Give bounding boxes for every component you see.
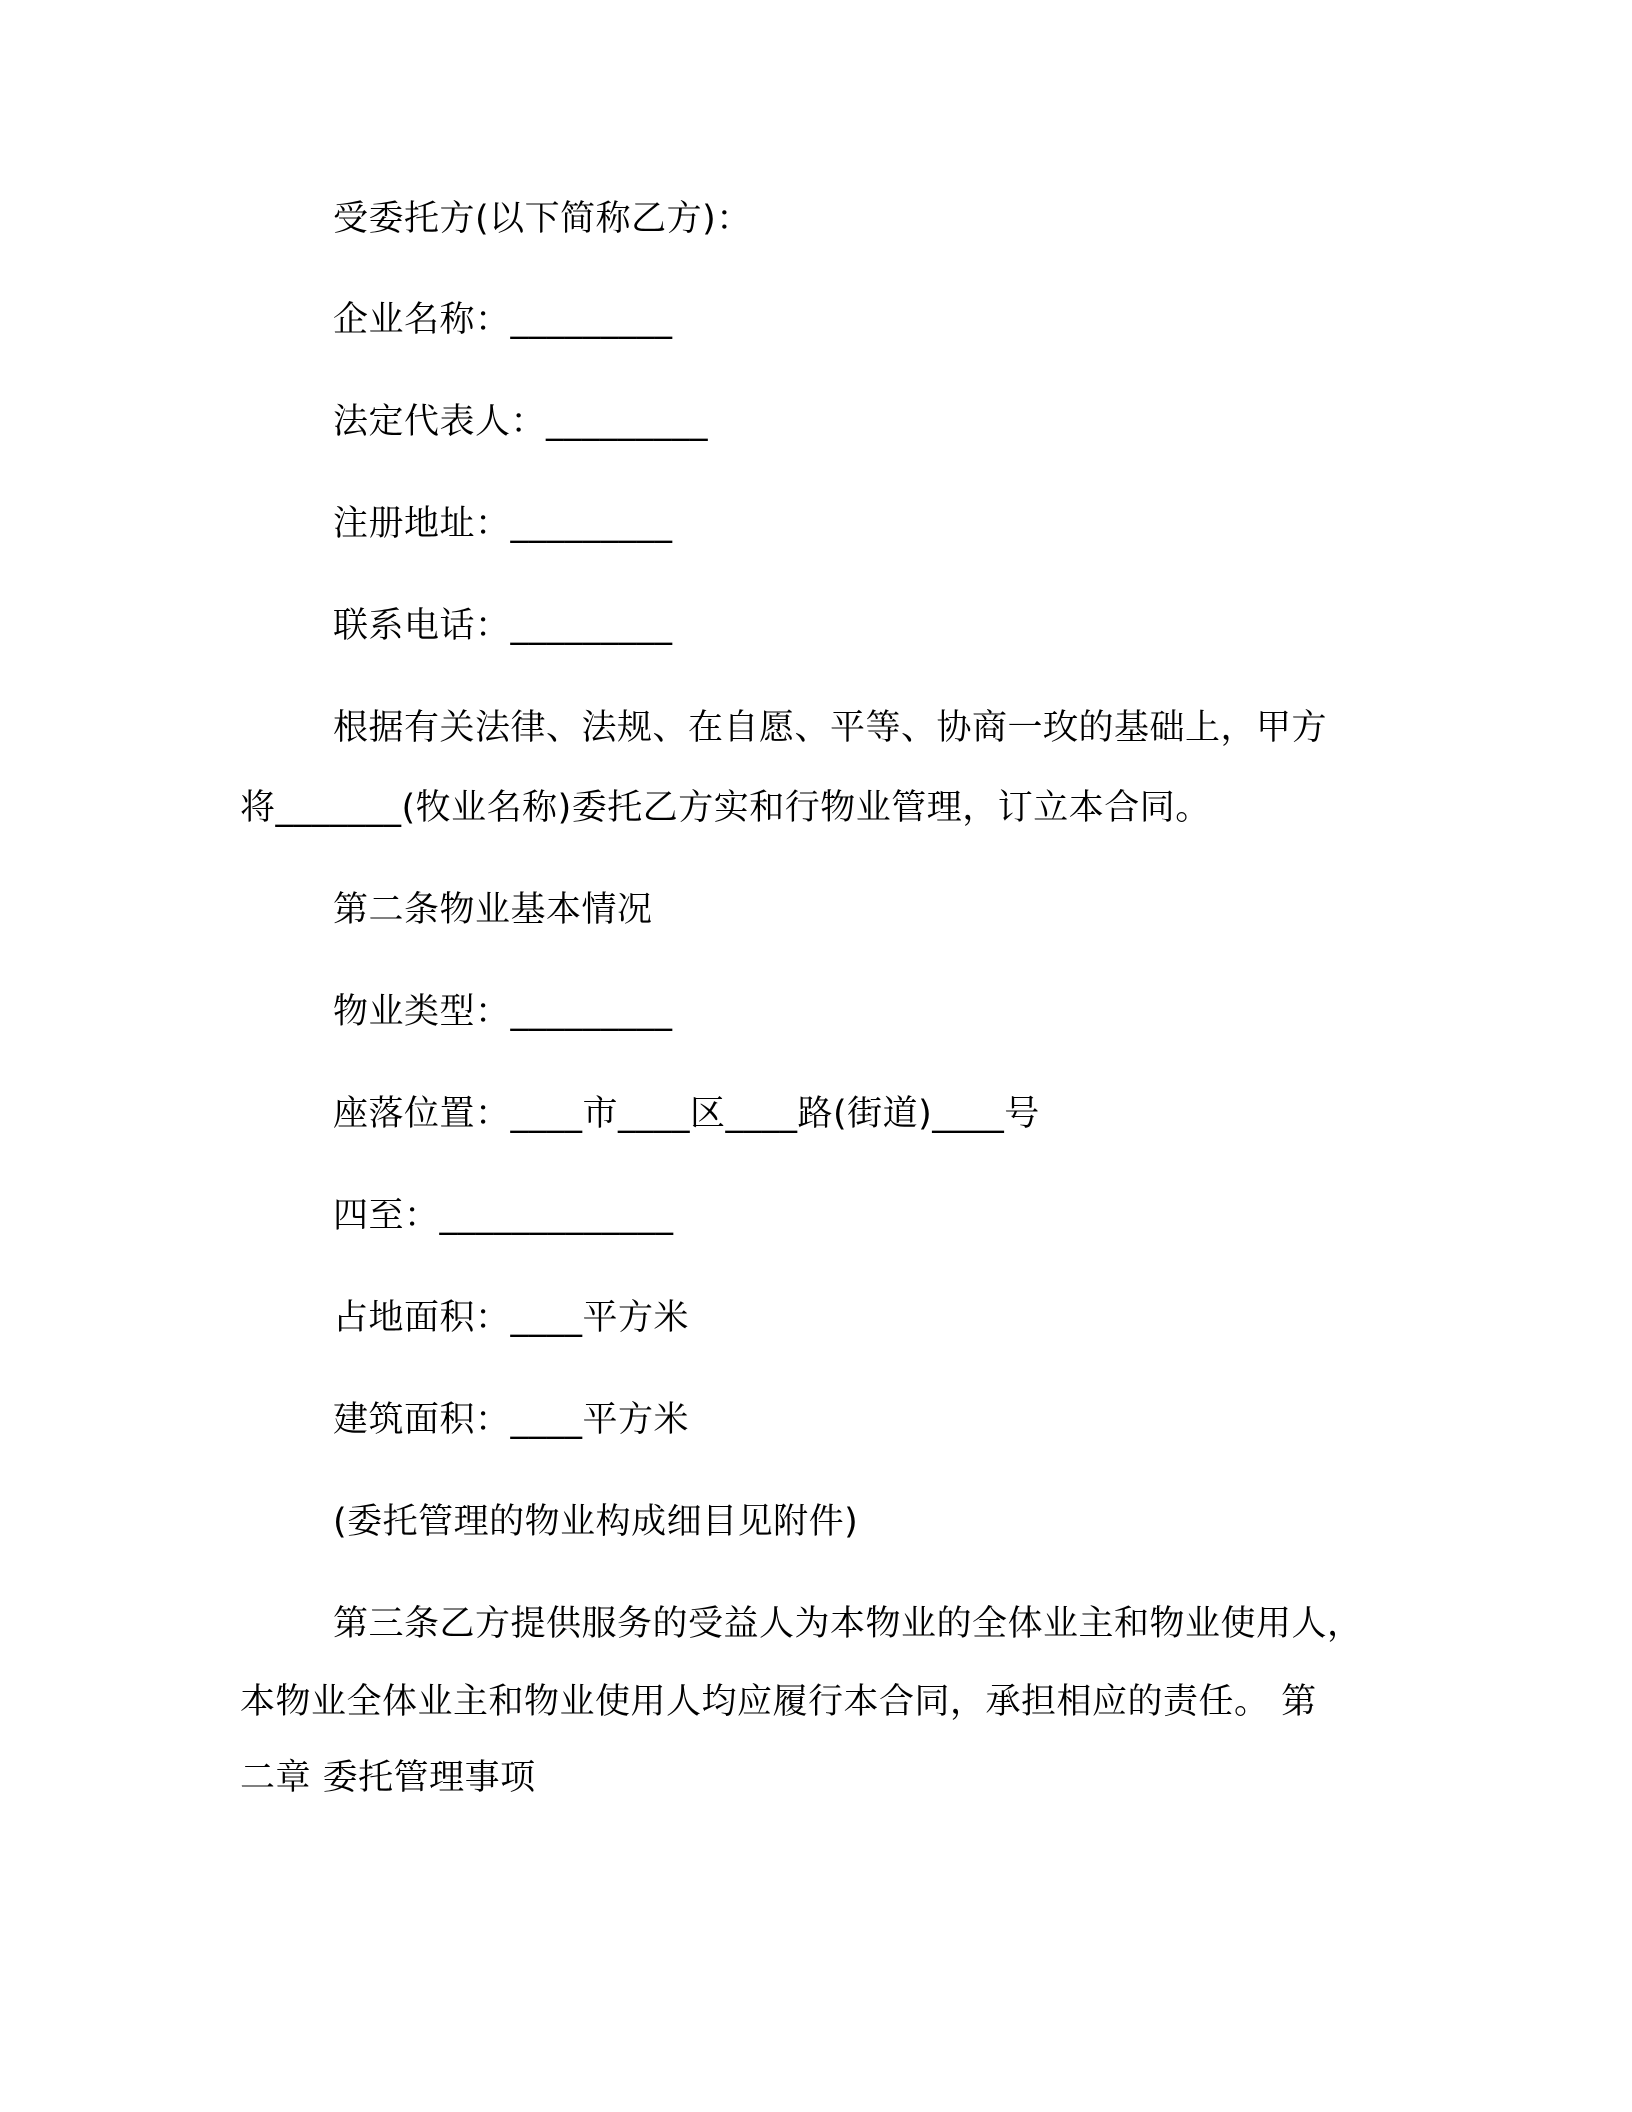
legal-representative-field: 法定代表人：_________	[333, 402, 709, 442]
article-3-line-2: 本物业全体业主和物业使用人均应履行本合同，承担相应的责任。 第	[240, 1682, 1317, 1722]
land-area-field: 占地面积：____平方米	[333, 1298, 690, 1338]
boundaries-field: 四至：_____________	[333, 1196, 674, 1236]
article-2-title: 第二条物业基本情况	[333, 890, 653, 930]
intro-paragraph-line-2: 将_______(牧业名称)委托乙方实和行物业管理，订立本合同。	[240, 788, 1211, 828]
intro-paragraph-line-1: 根据有关法律、法规、在自愿、平等、协商一玫的基础上，甲方	[333, 708, 1328, 748]
company-name-field: 企业名称：_________	[333, 300, 673, 340]
contact-phone-field: 联系电话：_________	[333, 606, 673, 646]
chapter-2-heading: 二章 委托管理事项	[240, 1758, 536, 1798]
building-area-field: 建筑面积：____平方米	[333, 1400, 690, 1440]
property-type-field: 物业类型：_________	[333, 992, 673, 1032]
party-b-heading: 受委托方(以下简称乙方)：	[333, 199, 752, 239]
location-field: 座落位置：____市____区____路(街道)____号	[333, 1094, 1040, 1134]
article-3-line-1: 第三条乙方提供服务的受益人为本物业的全体业主和物业使用人，	[333, 1604, 1363, 1644]
registered-address-field: 注册地址：_________	[333, 504, 673, 544]
attachment-note: (委托管理的物业构成细目见附件)	[333, 1502, 859, 1542]
